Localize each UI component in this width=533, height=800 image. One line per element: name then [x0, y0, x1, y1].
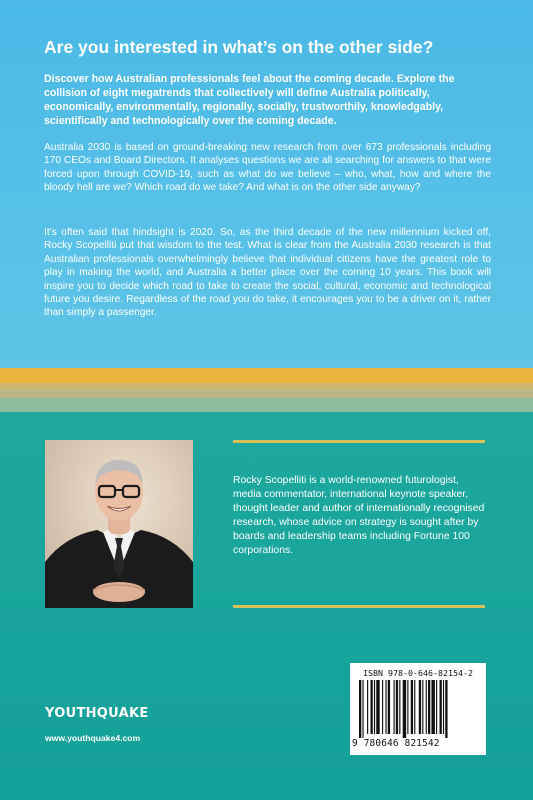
- barcode-bar: [411, 680, 413, 734]
- barcode-bar: [407, 680, 408, 734]
- publisher-logo: YOUTHQUAKE: [45, 706, 149, 721]
- headline: Are you interested in what’s on the other side?: [44, 37, 434, 57]
- barcode-bar: [396, 680, 398, 734]
- bio-top-rule: [233, 440, 485, 443]
- barcode-bar: [374, 680, 375, 734]
- gold-stripe: [0, 368, 533, 383]
- isbn-label: ISBN 978-0-646-82154-2: [363, 668, 473, 678]
- body-paragraph-research: Australia 2030 is based on ground-breaking new research from over 673 professionals including 170 CEOs and Board Directors. It analyses questions we are all searching for answers to that were forced upon through COVID-19, such as what do we believe – who, what, how and where the bloody hell are we? Which road do we take? And what is on the other side anyway?: [44, 142, 491, 194]
- barcode-bar: [443, 680, 444, 734]
- barcode-bar: [419, 680, 421, 734]
- green-stripe: [0, 398, 533, 412]
- bio-bottom-rule: [233, 605, 485, 608]
- author-portrait-icon: [45, 440, 193, 608]
- isbn-barcode: [350, 663, 486, 755]
- lead-paragraph: Discover how Australian professionals feel about the coming decade. Explore the collision of eight megatrends that collectively will define Australia politically, economically, environmentally, regionally, socially, trustworthily, knowledgably, scientifically and technologically over the coming decade.: [44, 73, 455, 127]
- barcode-bar: [359, 680, 361, 738]
- barcode-bar: [431, 680, 434, 734]
- barcode-bar: [440, 680, 442, 734]
- author-bio: Rocky Scopelliti is a world-renowned futurologist, media commentator, international keynote speaker, thought leader and author of internationally recognised research, whose advice on strategy is sought after by boards and leadership teams including Fortune 100 corporations.: [233, 475, 485, 556]
- barcode-bar: [382, 680, 383, 734]
- barcode-bar: [367, 680, 368, 734]
- barcode-bar: [394, 680, 395, 734]
- barcode-bar: [388, 680, 390, 734]
- barcode-bar: [399, 680, 400, 734]
- barcode-bar: [445, 680, 447, 738]
- barcode-bars-icon: [359, 680, 477, 738]
- publisher-website[interactable]: www.youthquake4.com: [45, 733, 141, 743]
- barcode-bar: [371, 680, 373, 734]
- author-photo: [45, 440, 193, 608]
- barcode-bar: [436, 680, 437, 734]
- barcode-bar: [385, 680, 386, 734]
- barcode-bar: [403, 680, 406, 738]
- barcode-bar: [426, 680, 427, 734]
- barcode-bar: [376, 680, 379, 734]
- barcode-bar: [362, 680, 363, 738]
- barcode-bar: [422, 680, 423, 734]
- body-paragraph-hindsight: It’s often said that hindsight is 2020. So, as the third decade of the new millennium kicked off, Rocky Scopelliti put that wisdom to the test. What is clear from the Australia 2030 research is that Australian professionals overwhelmingly believe that individual citizens have the greatest role to play in making the world, and Australia a better place over the coming 10 years. This book will inspire you to decide which road to take to create the social, cultural, economic and technological future you desire. Regardless of the road you do take, it encourages you to be a driver on it, rather than simply a passenger.: [44, 227, 491, 319]
- barcode-digits: 9 780646 821542: [352, 738, 440, 749]
- barcode-bar: [414, 680, 415, 734]
- barcode-bar: [428, 680, 430, 734]
- sage-stripe: [0, 389, 533, 398]
